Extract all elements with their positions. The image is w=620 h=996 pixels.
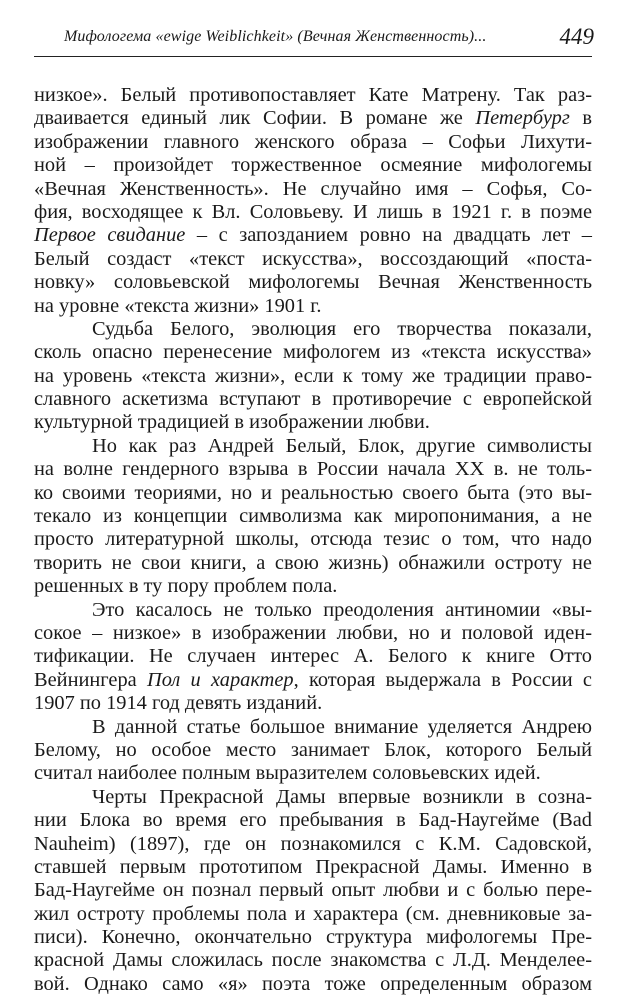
text-segment: нии Блока во время его пребывания в Бад-Наугейме (Bad (34, 809, 592, 832)
text-line (34, 809, 592, 832)
text-segment: сколь опасно перенесение мифологем из «текста искусства» (34, 341, 592, 364)
text-segment: ставшей первым прототипом Прекрасной Дамы. Именно в (34, 855, 592, 878)
text-segment: на волне гендерного взрыва в России начала XX в. не толь- (34, 458, 592, 481)
text-line (34, 645, 592, 668)
text-line (34, 949, 592, 972)
text-line (34, 552, 592, 575)
text-segment: ной – произойдет торжественное осмеяние мифологемы (34, 154, 592, 177)
italic-title: Первое свидание (34, 224, 186, 247)
text-line (34, 318, 592, 341)
text-line (34, 739, 592, 762)
text-line (34, 295, 592, 318)
text-segment: культурной традицией в изображении любви. (34, 411, 430, 434)
body-text (34, 84, 592, 996)
text-line (34, 201, 592, 224)
text-line (34, 107, 592, 130)
text-segment: дваивается единый лик Софии. В романе же (34, 107, 476, 130)
text-line (34, 505, 592, 528)
text-line (34, 271, 592, 294)
text-segment: Это касалось не только преодоления антиномии «вы- (92, 598, 592, 621)
text-segment: считал наиболее полным выразителем соловьевских идей. (34, 762, 541, 785)
text-segment: в (569, 107, 592, 130)
text-segment: на уровне «текста жизни» 1901 г. (34, 294, 322, 317)
text-line (34, 131, 592, 154)
running-header (34, 16, 594, 56)
text-line (34, 435, 592, 458)
text-line (34, 458, 592, 481)
italic-title: Пол и характер (146, 668, 294, 691)
text-line (34, 178, 592, 201)
text-segment: текало из концепции символизма как миропонимания, а не (34, 505, 592, 528)
text-line (34, 926, 592, 949)
text-line (34, 154, 592, 177)
text-segment: Белому, но особое место занимает Блок, которого Белый (34, 738, 592, 761)
text-segment: славного аскетизма вступают в противоречие с европейской (34, 388, 592, 411)
text-segment: Судьба Белого, эволюция его творчества показали, (92, 317, 592, 340)
text-line (34, 388, 592, 411)
text-segment: – с запозданием ровно на двадцать лет – (185, 224, 592, 247)
text-line (34, 903, 592, 926)
text-line (34, 84, 592, 107)
text-segment: просто литературной школы, отсюда тезис о том, что надо (34, 528, 592, 551)
text-line (34, 575, 592, 598)
running-title: Мифологема «ewige Weiblichkeit» (Вечная Женственность)... (64, 28, 487, 45)
text-line (34, 786, 592, 809)
text-segment: низкое». Белый противопоставляет Кате Матрену. Так раз- (34, 84, 592, 106)
text-segment: жил остроту проблемы пола и характера (см. дневниковые за- (34, 902, 592, 925)
text-segment: , которая выдержала в России с (293, 668, 592, 691)
text-segment: писи). Конечно, окончательно структура мифологемы Пре- (34, 926, 592, 949)
text-line (34, 411, 592, 434)
text-segment: изображении главного женского образа – Софьи Лихути- (34, 130, 592, 153)
text-segment: Вейнингера (34, 668, 147, 691)
text-line (34, 856, 592, 879)
text-segment: творить не свои книги, а свою жизнь) обнажили остроту не (34, 551, 592, 574)
text-segment: В данной статье большое внимание уделяется Андрею (92, 715, 592, 738)
text-segment: тификации. Не случаен интерес А. Белого к книге Отто (34, 645, 592, 668)
text-segment: Но как раз Андрей Белый, Блок, другие символисты (92, 434, 592, 457)
text-segment: новку» соловьевской мифологемы Вечная Женственность (34, 271, 592, 294)
page-number: 449 (559, 24, 594, 49)
text-line (34, 973, 592, 996)
text-segment: ко своими теориями, но и реальностью своего быта (это вы- (34, 481, 592, 504)
header-rule (34, 56, 592, 57)
text-segment: Черты Прекрасной Дамы впервые возникли в созна- (92, 785, 592, 808)
text-segment: 1907 по 1914 год девять изданий. (34, 692, 323, 715)
text-line (34, 599, 592, 622)
text-line (34, 692, 592, 715)
italic-title: Петербург (475, 107, 570, 130)
text-line (34, 528, 592, 551)
text-line (34, 341, 592, 364)
text-segment: Белый создаст «текст искусства», воссоздающий «поста- (34, 247, 592, 270)
text-line (34, 762, 592, 785)
text-segment: сокое – низкое» в изображении любви, но и половой иден- (34, 621, 592, 644)
text-line (34, 622, 592, 645)
text-segment: решенных в ту пору проблем пола. (34, 575, 338, 598)
text-line (34, 248, 592, 271)
text-line (34, 669, 592, 692)
text-segment: красной Дамы сложилась после знакомства с Л.Д. Менделее- (34, 949, 592, 972)
text-segment: на уровень «текста жизни», если к тому же традиции право- (34, 364, 592, 387)
text-segment: «Вечная Женственность». Не случайно имя – Софья, Со- (34, 177, 592, 200)
text-line (34, 365, 592, 388)
text-line (34, 224, 592, 247)
text-line (34, 879, 592, 902)
text-line (34, 482, 592, 505)
text-segment: вой. Однако само «я» поэта тоже определенным образом (34, 972, 592, 995)
text-segment: фия, восходящее к Вл. Соловьеву. И лишь в 1921 г. в поэме (34, 200, 592, 223)
text-segment: Бад-Наугейме он познал первый опыт любви и с болью пере- (34, 879, 592, 902)
text-segment: Nauheim) (1897), где он познакомился с К.М. Садовской, (34, 832, 592, 855)
text-line (34, 833, 592, 856)
text-line (34, 716, 592, 739)
